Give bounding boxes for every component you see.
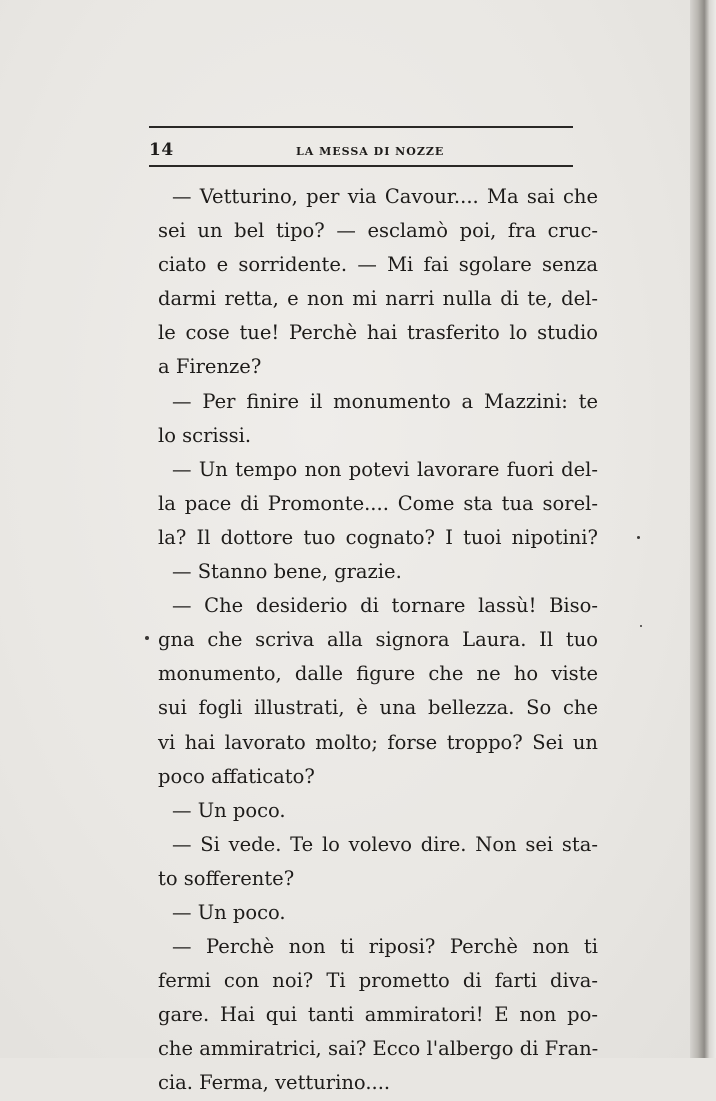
header-rule-top [149,126,573,128]
text-line: — Un tempo non potevi lavorare fuori del- [172,457,598,481]
text-line: gare. Hai qui tanti ammiratori! E non po- [158,1003,598,1027]
text-line: sei un bel tipo? — esclamò poi, fra cruc- [158,219,598,243]
text-line: — Stanno bene, grazie. [172,560,402,584]
text-line: to sofferente? [158,866,295,890]
text-line: la? Il dottore tuo cognato? I tuoi nipotini? [158,525,598,549]
text-line: — Si vede. Te lo volevo dire. Non sei sta- [172,832,598,856]
text-line: lo scrissi. [158,423,252,447]
text-line: darmi retta, e non mi narri nulla di te, del- [158,287,598,311]
paper-speck [145,636,149,640]
body-text [158,180,598,1101]
text-line: a Firenze? [158,355,262,379]
text-line: sui fogli illustrati, è una bellezza. So che [158,696,598,720]
text-line: — Per finire il monumento a Mazzini: te [172,389,598,413]
text-line: che ammiratrici, sai? Ecco l'albergo di Fran- [158,1037,599,1061]
text-line: vi hai lavorato molto; forse troppo? Sei un [158,730,598,754]
text-line: — Perchè non ti riposi? Perchè non ti [172,935,598,959]
text-line: le cose tue! Perchè hai trasferito lo studio [158,321,598,345]
page-number: 14 [149,140,174,160]
text-line: fermi con noi? Ti prometto di farti diva- [158,969,598,993]
text-line: monumento, dalle figure che ne ho viste [158,662,598,686]
text-line: la pace di Promonte.... Come sta tua sorel- [158,491,598,515]
paper-speck [640,625,642,627]
page-gutter-shadow [690,0,716,1058]
text-line: cia. Ferma, vetturino.... [158,1071,391,1095]
text-line: gna che scriva alla signora Laura. Il tuo [158,628,598,652]
running-title: LA MESSA DI NOZZE [296,145,445,158]
text-line: — Vetturino, per via Cavour.... Ma sai che [172,185,598,208]
text-line: — Un poco. [172,900,286,924]
header-rule-bottom [149,165,573,167]
paper-speck [637,536,640,539]
text-line: poco affaticato? [158,764,315,788]
text-line: — Un poco. [172,798,286,822]
text-line: ciato e sorridente. — Mi fai sgolare senza [158,253,598,277]
text-line: — Che desiderio di tornare lassù! Biso- [172,594,598,618]
